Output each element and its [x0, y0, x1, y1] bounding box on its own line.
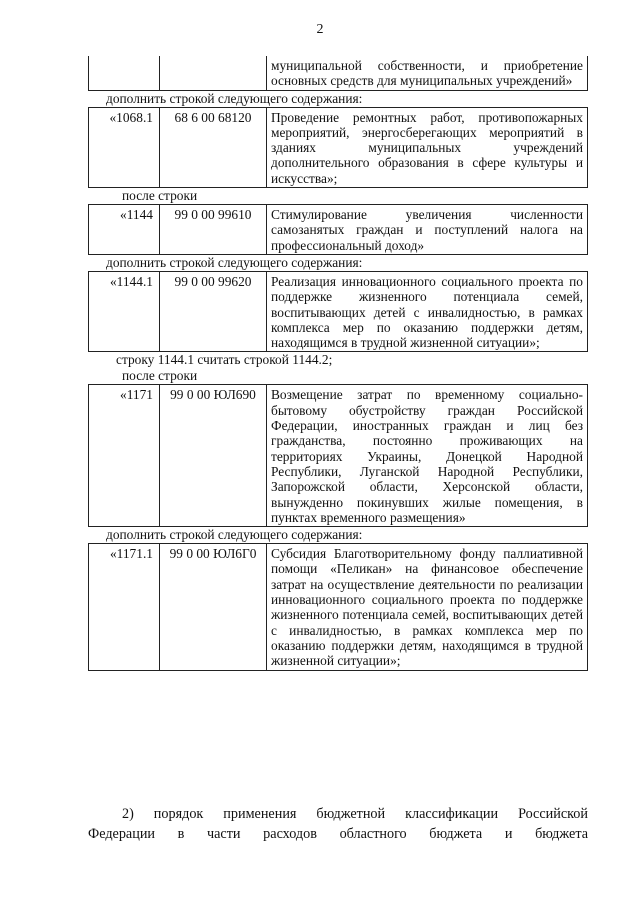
- closing-paragraph-line: 2) порядок применения бюджетной классификации Российской: [122, 806, 588, 822]
- table-row-1171-1: [88, 543, 588, 670]
- page-number: 2: [316, 22, 324, 37]
- table-row: [89, 205, 588, 255]
- instruction-add-row: дополнить строкой следующего содержания:: [106, 90, 363, 106]
- instruction-add-row: дополнить строкой следующего содержания:: [106, 527, 363, 543]
- instruction-add-row: дополнить строкой следующего содержания:: [106, 254, 363, 270]
- row-code-cell: «1171.1: [89, 544, 160, 670]
- row-kbk-cell: 99 0 00 ЮЛ690: [160, 385, 267, 527]
- row-kbk-cell: 99 0 00 99610: [160, 205, 267, 255]
- row-kbk-cell: 68 6 00 68120: [160, 107, 267, 187]
- table-row: [89, 107, 588, 187]
- row-text-cell: муниципальной собственности, и приобретение основных средств для муниципальных учреждений»: [267, 56, 588, 90]
- row-code-cell: «1171: [89, 385, 160, 527]
- table-row: [89, 56, 588, 90]
- row-kbk-cell: 99 0 00 ЮЛ6Г0: [160, 544, 267, 670]
- row-kbk-cell: [160, 56, 267, 90]
- table-continuation: [88, 56, 588, 91]
- row-text-cell: Реализация инновационного социального проекта по поддержке жизненного потенциала семей, воспитывающих детей с инвалидностью, в рамках комплекса мер по оказанию поддержки детям, находящимся в трудной жизненной ситуации»;: [267, 271, 588, 351]
- row-code-cell: «1144: [89, 205, 160, 255]
- row-text-cell: Стимулирование увеличения численности самозанятых граждан и поступлений налога на профессиональный доход»: [267, 205, 588, 255]
- table-row: [89, 271, 588, 351]
- instruction-after-row: после строки: [122, 368, 198, 384]
- row-text-cell: Субсидия Благотворительному фонду паллиативной помощи «Пеликан» на финансовое обеспечение затрат на осуществление деятельности по реализации инновационного социального проекта по поддержке жизненного потенциала семей, воспитывающих детей с инвалидностью, в рамках комплекса мер по оказанию поддержки детям, находящимся в трудной жизненной ситуации»;: [267, 544, 588, 670]
- row-text-cell: Возмещение затрат по временному социально-бытовому обустройству граждан Российской Федерации, иностранных граждан и лиц без гражданства, постоянно проживающих на территориях Украины, Донецкой Народной Республики, Луганской Народной Республики, Запорожской области, Херсонской области, вынужденно покинувших жилые помещения, в пунктах временного размещения»: [267, 385, 588, 527]
- row-kbk-cell: 99 0 00 99620: [160, 271, 267, 351]
- row-code-cell: «1068.1: [89, 107, 160, 187]
- table-row-1144: [88, 204, 588, 255]
- instruction-renumber: строку 1144.1 считать строкой 1144.2;: [116, 352, 333, 368]
- table-row: [89, 544, 588, 670]
- table-row: [89, 385, 588, 527]
- row-code-cell: [89, 56, 160, 90]
- row-text-cell: Проведение ремонтных работ, противопожарных мероприятий, энергосберегающих мероприятий в зданиях муниципальных учреждений дополнительного образования в сфере культуры и искусства»;: [267, 107, 588, 187]
- table-row-1068-1: [88, 107, 588, 188]
- table-row-1171: [88, 384, 588, 527]
- row-code-cell: «1144.1: [89, 271, 160, 351]
- document-body: [88, 56, 588, 671]
- table-row-1144-1: [88, 271, 588, 352]
- closing-paragraph-line: Федерации в части расходов областного бюджета и бюджета: [88, 826, 588, 842]
- instruction-after-row: после строки: [122, 188, 198, 204]
- closing-paragraph: [88, 804, 588, 844]
